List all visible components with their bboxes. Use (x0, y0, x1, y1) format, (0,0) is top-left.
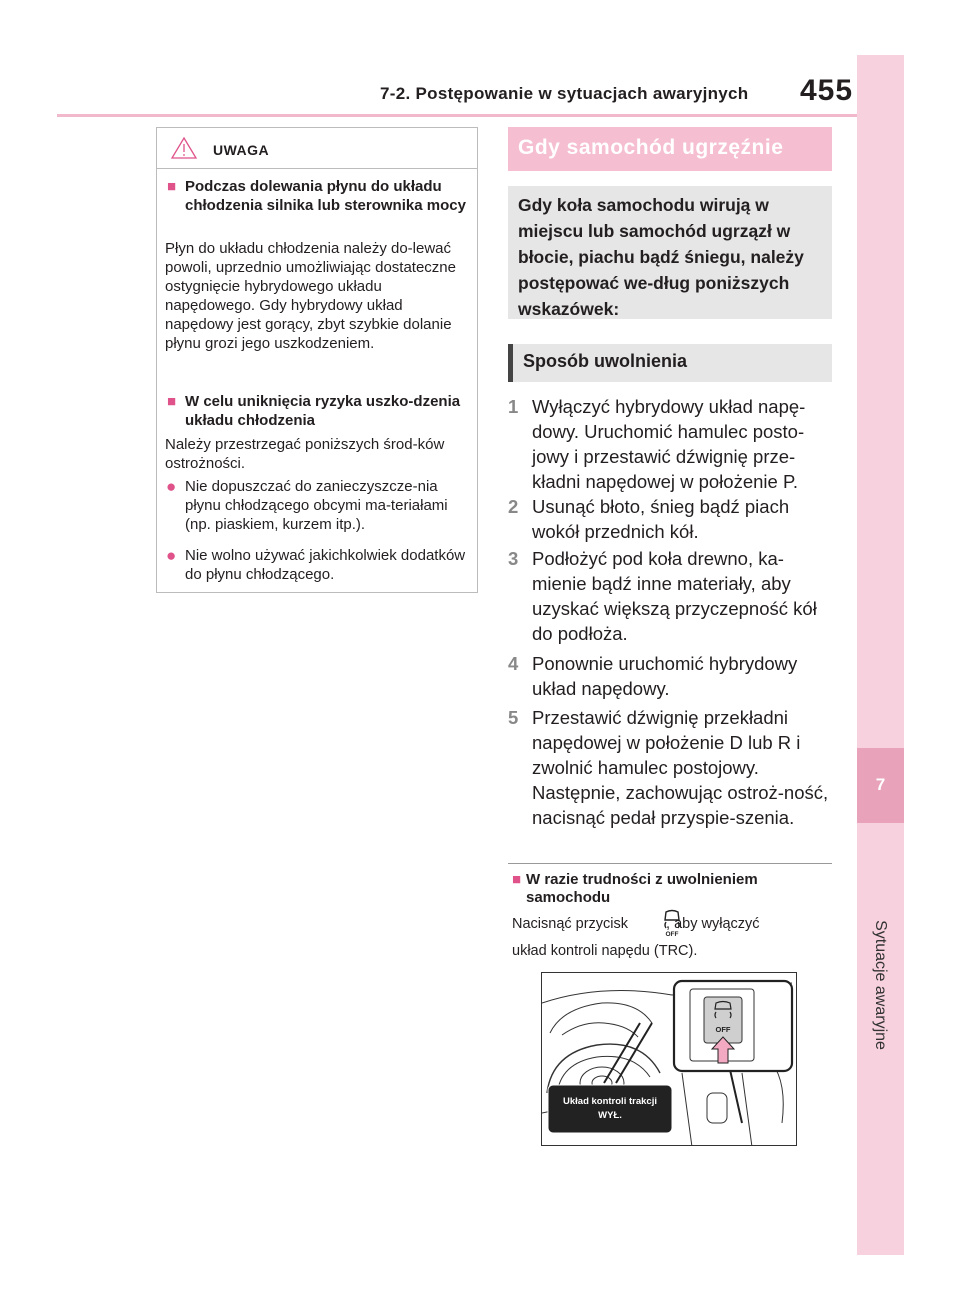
step-text: Podłożyć pod koła drewno, ka-mienie bądź inne materiały, aby uzyskać większą przyczepność kół do podłoża. (532, 548, 817, 644)
note-text-line2: układ kontroli napędu (TRC). (512, 943, 698, 959)
dashboard-drawing (542, 973, 797, 1146)
chapter-side-tab (857, 55, 904, 1255)
subheading: Sposób uwolnienia (508, 344, 832, 382)
section-banner: Gdy samochód ugrzęźnie (508, 127, 832, 171)
warning-box (156, 127, 478, 593)
step-number: 3 (508, 548, 519, 569)
warning-paragraph-1: Płyn do układu chłodzenia należy do-lewać powoli, uprzednio umożliwiając dostateczne ostygnięcie hybrydowego układu napędowego. Gdy hybrydowy układ napędowy jest gorący, zbyt szybkie dolanie płynu grozi jego uszkodzeniem. (165, 240, 456, 352)
page-number: 455 (800, 74, 854, 107)
square-bullet-icon: ■ (167, 178, 177, 195)
chapter-number-tab (857, 748, 904, 823)
step-number: 2 (508, 496, 519, 517)
step-number: 5 (508, 707, 519, 728)
trc-off-label: OFF (665, 931, 679, 938)
step-number: 4 (508, 653, 519, 674)
trc-off-icon (660, 908, 684, 938)
step-item (508, 705, 838, 830)
step-number: 1 (508, 396, 519, 417)
round-bullet-icon: ● (166, 546, 177, 565)
divider (508, 863, 832, 864)
step-text: Wyłączyć hybrydowy układ napę-dowy. Uruchomić hamulec posto-jowy i przestawić dźwignię prze-kładni napędowej w położenie P. (532, 396, 806, 492)
callout-line-1: Układ kontroli trakcji (563, 1096, 657, 1107)
note-text: Nacisnąć przycisk , aby wyłączyć (512, 916, 760, 932)
header-rule (57, 114, 857, 117)
warning-bullet: ● Nie wolno używać jakichkolwiek dodatków do płynu chłodzącego. (166, 546, 466, 583)
warning-triangle-icon (170, 136, 198, 160)
step-text: Ponownie uruchomić hybrydowy układ napędowy. (532, 653, 798, 699)
step-item (508, 651, 838, 701)
illustration-off-label: OFF (715, 1025, 731, 1034)
square-bullet-icon: ■ (512, 871, 522, 888)
warning-paragraph-2: Należy przestrzegać poniższych środ-ków ostrożności. (165, 436, 445, 472)
section-title: 7-2. Postępowanie w sytuacjach awaryjnych (380, 84, 749, 103)
warning-title: UWAGA (213, 142, 270, 158)
warning-bullet: ● Nie dopuszczać do zanieczyszcze-nia płynu chłodzącego obcymi ma-teriałami (np. piaskiem, kurzem itp.). (166, 477, 448, 533)
note-heading: ■ W razie trudności z uwolnieniem samochodu (512, 871, 758, 906)
intro-box: Gdy koła samochodu wirują w miejscu lub samochód ugrzązł w błocie, piachu bądź śniegu, należy postępować we-dług poniższych wskazówek: (508, 186, 832, 319)
step-text: Przestawić dźwignię przekładni napędowej w położenie D lub R i zwolnić hamulec postojowy. Następnie, zachowując ostroż-ność, nacisnąć pedał przyspie-szenia. (532, 707, 829, 828)
step-item (508, 546, 838, 646)
round-bullet-icon: ● (166, 477, 177, 496)
square-bullet-icon: ■ (167, 393, 177, 410)
step-item (508, 394, 838, 494)
chapter-number: 7 (875, 775, 886, 794)
step-text: Usunąć błoto, śnieg bądź piach wokół przednich kół. (532, 496, 790, 542)
chapter-title: Sytuacje awaryjne (872, 920, 889, 1050)
warning-heading-1: ■ Podczas dolewania płynu do układu chłodzenia silnika lub sterownika mocy (167, 178, 466, 214)
callout-line-2: WYŁ. (598, 1110, 622, 1121)
dashboard-illustration (541, 972, 797, 1146)
step-item (508, 494, 838, 544)
warning-header (157, 128, 477, 169)
warning-heading-2: ■ W celu uniknięcia ryzyka uszko-dzenia układu chłodzenia (167, 393, 461, 429)
